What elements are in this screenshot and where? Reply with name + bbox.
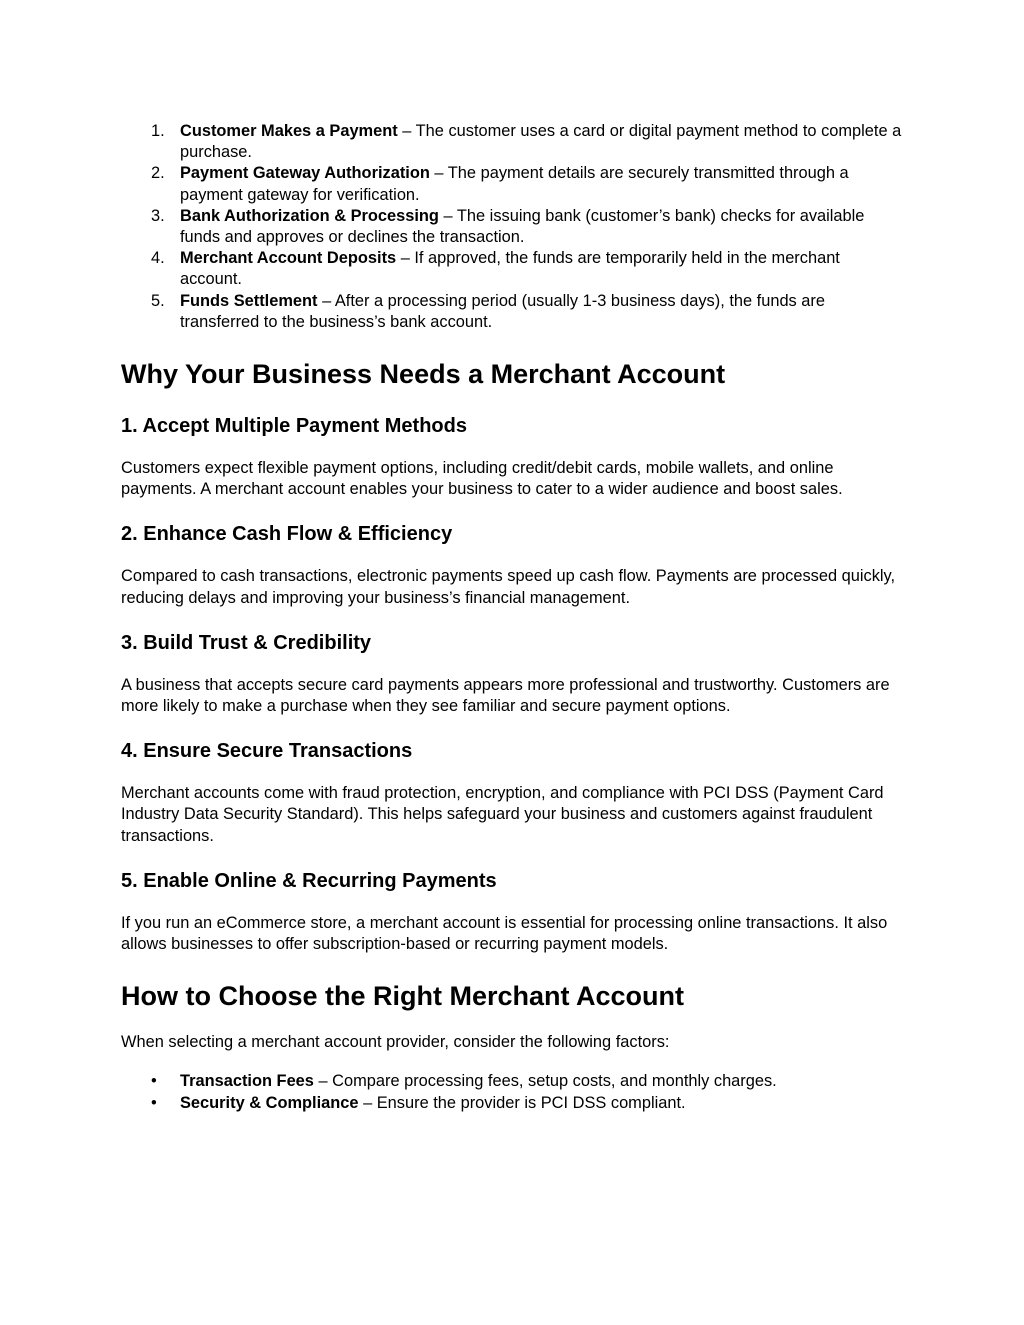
step-text: – The payment details are securely transmitted through a payment gateway for verification. xyxy=(180,164,849,204)
factor-title: Transaction Fees xyxy=(180,1072,314,1091)
factors-list xyxy=(121,1071,906,1113)
list-item xyxy=(121,291,906,333)
list-number: 5. xyxy=(151,291,165,310)
step-text: – After a processing period (usually 1-3 business days), the funds are transferred to the business’s bank account. xyxy=(180,291,825,331)
bullet-icon: • xyxy=(151,1072,157,1091)
subheading: 1. Accept Multiple Payment Methods xyxy=(121,415,467,438)
step-title: Customer Makes a Payment xyxy=(180,122,398,140)
paragraph: If you run an eCommerce store, a merchant account is essential for processing online transactions. It also allows businesses to offer subscription-based or recurring payment models. xyxy=(121,913,888,954)
list-item xyxy=(121,206,906,248)
list-item xyxy=(121,1071,906,1092)
list-number: 3. xyxy=(151,206,165,225)
paragraph: Merchant accounts come with fraud protection, encryption, and compliance with PCI DSS (Payment Card Industry Data Security Standard). This helps safeguard your business and customers against fraudulent transactions. xyxy=(121,784,884,845)
paragraph: A business that accepts secure card payments appears more professional and trustworthy. Customers are more likely to make a purchase when they see familiar and secure payment options. xyxy=(121,675,890,716)
payment-steps-list xyxy=(121,121,906,333)
list-item xyxy=(121,1093,906,1114)
step-text: – The issuing bank (customer’s bank) checks for available funds and approves or declines the transaction. xyxy=(180,206,865,247)
factor-text: – Compare processing fees, setup costs, and monthly charges. xyxy=(313,1072,777,1091)
list-item xyxy=(121,163,906,205)
step-title: Payment Gateway Authorization xyxy=(180,164,430,183)
section-heading-choose: How to Choose the Right Merchant Account xyxy=(121,981,684,1012)
paragraph: Compared to cash transactions, electronic payments speed up cash flow. Payments are processed quickly, reducing delays and improving your business’s financial management. xyxy=(121,567,896,607)
list-item xyxy=(121,121,906,163)
step-title: Merchant Account Deposits xyxy=(180,249,397,268)
step-text: – The customer uses a card or digital payment method to complete a purchase. xyxy=(180,122,902,162)
list-item xyxy=(121,248,906,290)
subheading: 2. Enhance Cash Flow & Efficiency xyxy=(121,523,453,546)
list-number: 1. xyxy=(151,122,165,140)
subheading: 5. Enable Online & Recurring Payments xyxy=(121,869,497,892)
factor-text: – Ensure the provider is PCI DSS compliant. xyxy=(358,1093,686,1112)
subheading: 4. Ensure Secure Transactions xyxy=(121,740,413,763)
factor-title: Security & Compliance xyxy=(180,1093,359,1112)
step-title: Funds Settlement xyxy=(180,291,318,310)
step-text: – If approved, the funds are temporarily held in the merchant account. xyxy=(180,249,840,289)
step-title: Bank Authorization & Processing xyxy=(180,206,439,225)
list-number: 4. xyxy=(151,249,165,268)
section-heading-why: Why Your Business Needs a Merchant Account xyxy=(121,359,726,390)
bullet-icon: • xyxy=(151,1093,157,1112)
intro-paragraph: When selecting a merchant account provider, consider the following factors: xyxy=(121,1033,670,1052)
list-number: 2. xyxy=(151,164,165,183)
paragraph: Customers expect flexible payment options, including credit/debit cards, mobile wallets, and online payments. A merchant account enables your business to cater to a wider audience and boost sales. xyxy=(121,459,843,499)
subheading: 3. Build Trust & Credibility xyxy=(121,631,372,654)
